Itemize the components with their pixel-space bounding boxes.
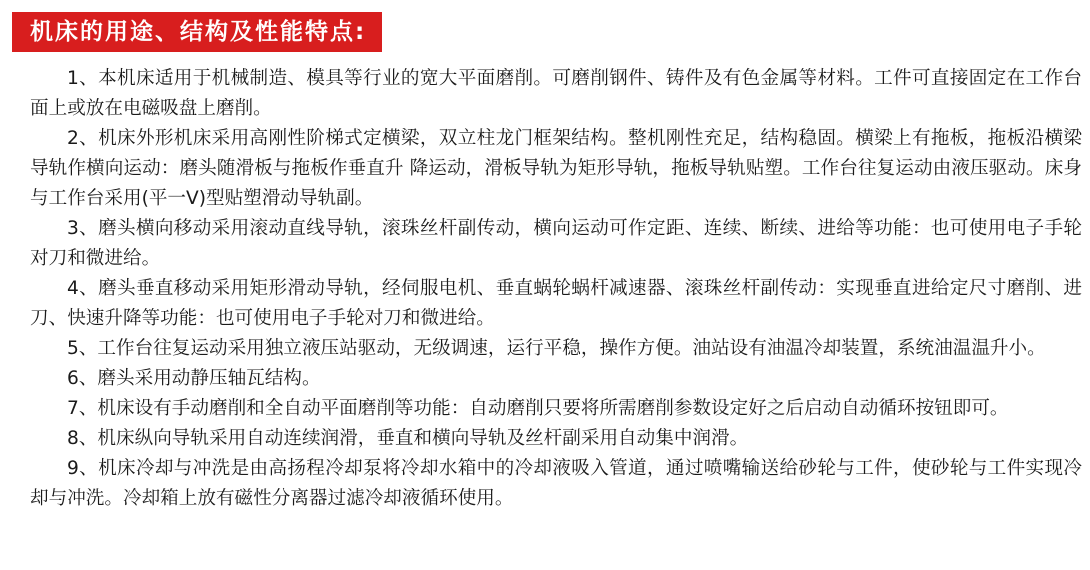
feature-paragraph-8: 8、机床纵向导轨采用自动连续润滑，垂直和横向导轨及丝杆副采用自动集中润滑。 xyxy=(67,428,749,449)
feature-paragraph-3: 3、磨头横向移动采用滚动直线导轨，滚珠丝杆副传动，横向运动可作定距、连续、断续、进给等功能：也可使用电子手轮对刀和微进给。 xyxy=(30,218,1082,269)
feature-paragraph-6: 6、磨头采用动静压轴瓦结构。 xyxy=(67,368,321,389)
feature-paragraph-4: 4、磨头垂直移动采用矩形滑动导轨，经伺服电机、垂直蜗轮蜗杆减速器、滚珠丝杆副传动：实现垂直进给定尺寸磨削、进刀、快速升降等功能：也可使用电子手轮对刀和微进给。 xyxy=(30,278,1082,329)
feature-paragraph-9: 9、机床冷却与冲洗是由高扬程冷却泵将冷却水箱中的冷却液吸入管道，通过喷嘴输送给砂轮与工件，使砂轮与工件实现冷却与冲洗。冷却箱上放有磁性分离器过滤冷却液循环使用。 xyxy=(30,458,1082,509)
feature-paragraph-7: 7、机床设有手动磨削和全自动平面磨削等功能：自动磨削只要将所需磨削参数设定好之后启动自动循环按钮即可。 xyxy=(67,398,1009,419)
section-title: 机床的用途、结构及性能特点: xyxy=(12,12,382,52)
feature-paragraph-1: 1、本机床适用于机械制造、模具等行业的宽大平面磨削。可磨削钢件、铸件及有色金属等材料。工件可直接固定在工作台 面上或放在电磁吸盘上磨削。 xyxy=(30,68,1082,119)
feature-paragraph-2: 2、机床外形机床采用高刚性阶梯式定横梁，双立柱龙门框架结构。整机刚性充足，结构稳固。横梁上有拖板，拖板沿横梁导轨作横向运动：磨头随滑板与拖板作垂直升 降运动，滑板导轨为矩形导轨，拖板导轨贴塑。工作台往复运动由液压驱动。床身与工作台采用(平一V)型贴塑滑动导轨副。 xyxy=(30,128,1082,209)
feature-paragraph-5: 5、工作台往复运动采用独立液压站驱动，无级调速，运行平稳，操作方便。油站设有油温冷却装置，系统油温温升小。 xyxy=(67,338,1046,359)
features-list xyxy=(30,64,1082,514)
